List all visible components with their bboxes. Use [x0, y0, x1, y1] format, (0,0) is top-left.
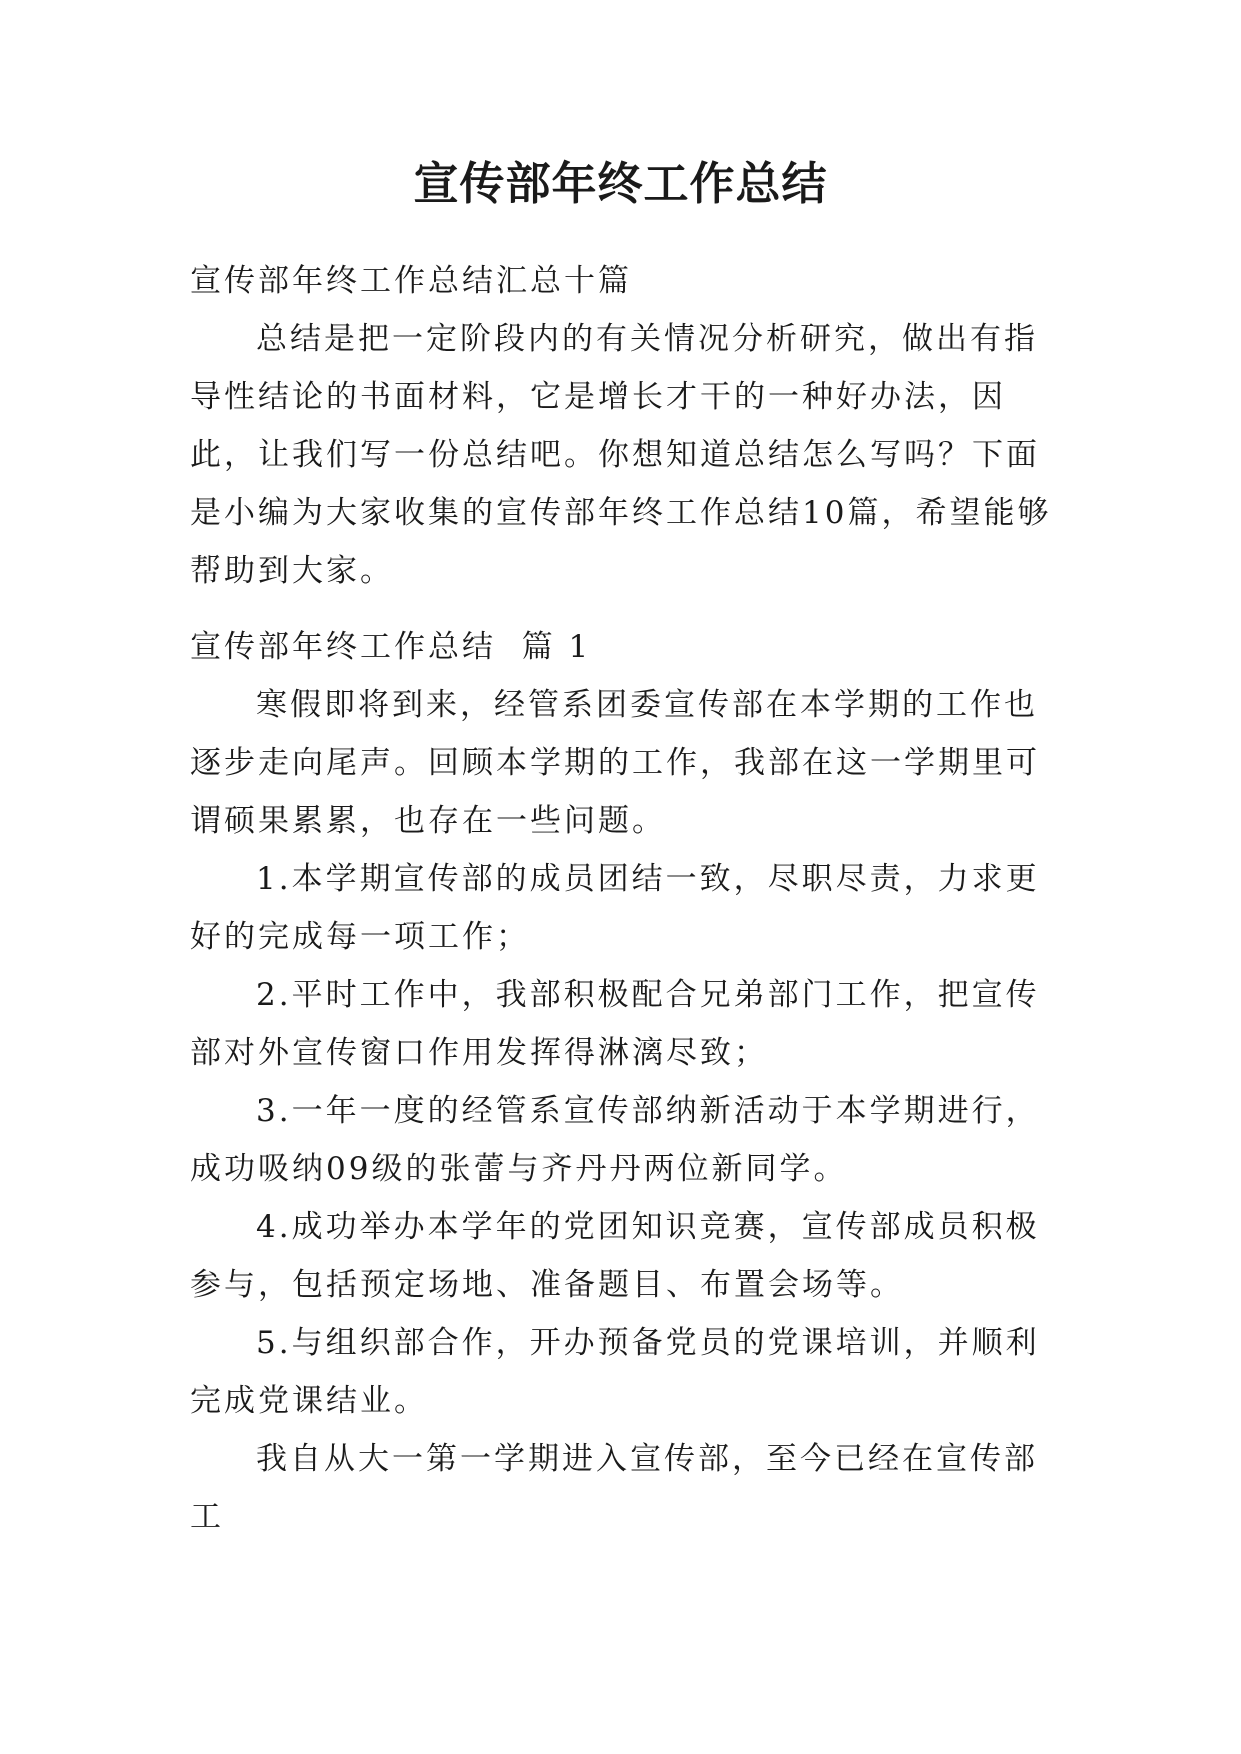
- list-item-2: 2.平时工作中，我部积极配合兄弟部门工作，把宣传部对外宣传窗口作用发挥得淋漓尽致；: [190, 977, 1040, 1071]
- intro-paragraph: 总结是把一定阶段内的有关情况分析研究，做出有指导性结论的书面材料，它是增长才干的一种好办法，因此，让我们写一份总结吧。你想知道总结怎么写吗？下面是小编为大家收集的宣传部年终工作总结10篇，希望能够帮助到大家。: [190, 321, 1052, 589]
- section-1: [190, 618, 1052, 1546]
- intro-block: [190, 252, 1052, 600]
- document-subtitle: 宣传部年终工作总结汇总十篇: [190, 263, 632, 299]
- list-item-5: 5.与组织部合作，开办预备党员的党课培训，并顺利完成党课结业。: [190, 1325, 1040, 1419]
- section-heading: 宣传部年终工作总结 篇 1: [190, 629, 592, 665]
- list-item-4: 4.成功举办本学年的党团知识竞赛，宣传部成员积极参与，包括预定场地、准备题目、布置会场等。: [190, 1209, 1040, 1303]
- paragraph: 寒假即将到来，经管系团委宣传部在本学期的工作也逐步走向尾声。回顾本学期的工作，我部在这一学期里可谓硕果累累，也存在一些问题。: [190, 687, 1040, 839]
- list-item-3: 3.一年一度的经管系宣传部纳新活动于本学期进行，成功吸纳09级的张蕾与齐丹丹两位新同学。: [190, 1093, 1040, 1187]
- document-title: 宣传部年终工作总结: [413, 157, 828, 210]
- list-item-1: 1.本学期宣传部的成员团结一致，尽职尽责，力求更好的完成每一项工作；: [190, 861, 1040, 955]
- paragraph-continued: 我自从大一第一学期进入宣传部，至今已经在宣传部工: [190, 1441, 1038, 1535]
